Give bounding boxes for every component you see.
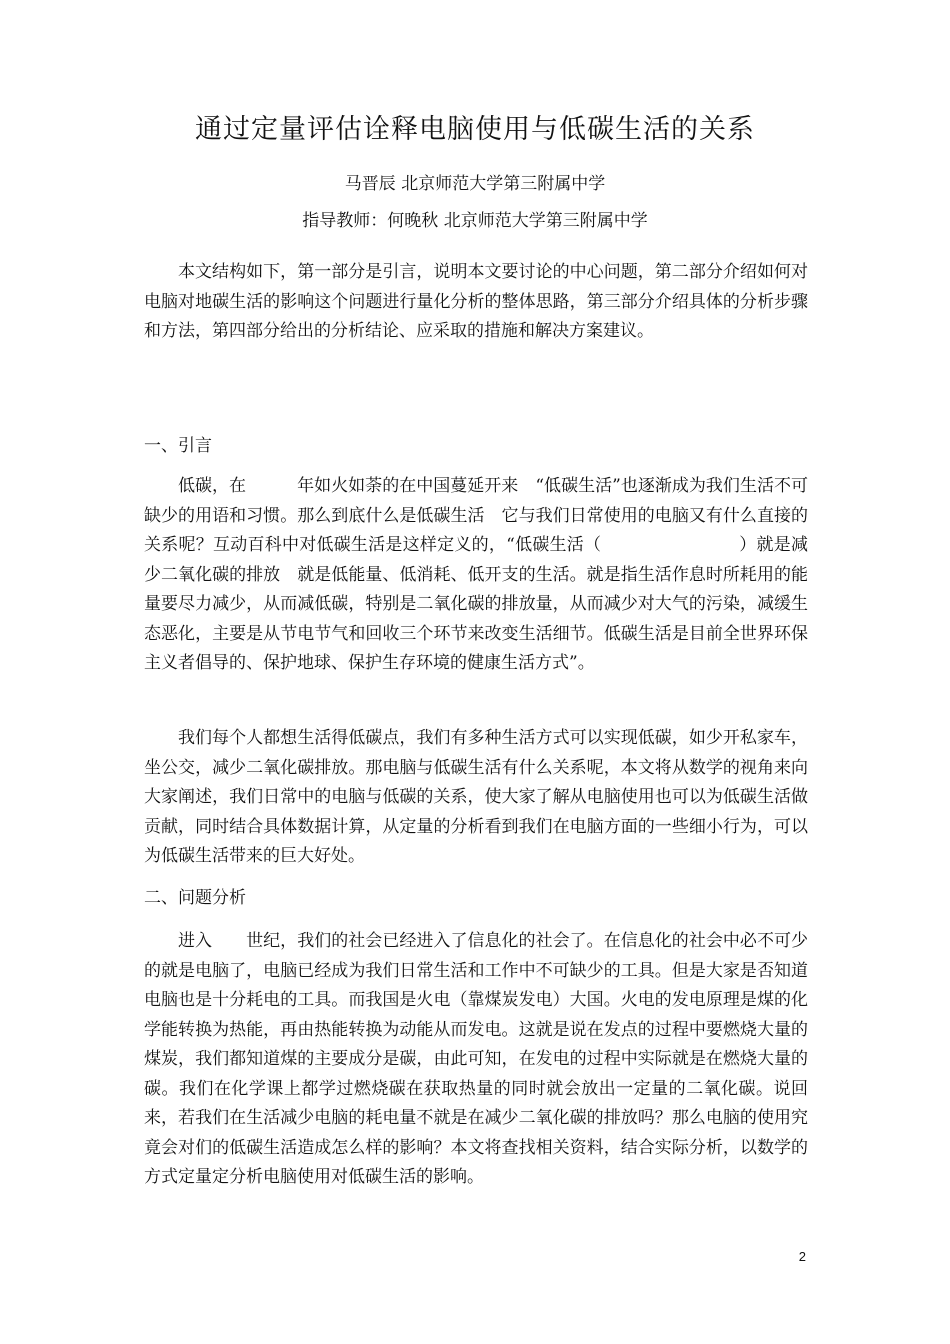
paper-title: 通过定量评估诠释电脑使用与低碳生活的关系 (195, 114, 755, 145)
abstract-paragraph: 本文结构如下，第一部分是引言，说明本文要讨论的中心问题，第二部分介绍如何对电脑对地碳生活的影响这个问题进行量化分析的整体思路，第三部分介绍具体的分析步骤和方法，第四部分给出的分析结论、应采取的措施和解决方案建议。 (144, 262, 808, 341)
problem-analysis-paragraph: 进入 世纪，我们的社会已经进入了信息化的社会了。在信息化的社会中必不可少的就是电脑了，电脑已经成为我们日常生活和工作中不可缺少的工具。但是大家是否知道电脑也是十分耗电的工具。而我国是火电（靠煤炭发电）大国。火电的发电原理是煤的化学能转换为热能，再由热能转换为动能从而发电。这就是说在发点的过程中要燃烧大量的煤炭，我们都知道煤的主要成分是碳，由此可知，在发电的过程中实际就是在燃烧大量的碳。我们在化学课上都学过燃烧碳在获取热量的同时就会放出一定量的二氧化碳。说回来，若我们在生活减少电脑的耗电量不就是在减少二氧化碳的排放吗？那么电脑的使用究竟会对们的低碳生活造成怎么样的影响？本文将查找相关资料，结合实际分析，以数学的方式定量定分析电脑使用对低碳生活的影响。 (144, 931, 808, 1187)
section-heading-introduction: 一、引言 (144, 436, 212, 456)
page-number: 2 (798, 1249, 806, 1264)
introduction-paragraph-2: 我们每个人都想生活得低碳点，我们有多种生活方式可以实现低碳，如少开私家车，坐公交，减少二氧化碳排放。那电脑与低碳生活有什么关系呢，本文将从数学的视角来向大家阐述，我们日常中的电脑与低碳的关系，使大家了解从电脑使用也可以为低碳生活做贡献，同时结合具体数据计算，从定量的分析看到我们在电脑方面的一些细小行为，可以为低碳生活带来的巨大好处。 (144, 728, 808, 866)
advisor-line: 指导教师：何晚秋 北京师范大学第三附属中学 (302, 211, 648, 231)
author-line: 马晋辰 北京师范大学第三附属中学 (344, 174, 606, 194)
introduction-paragraph-1: 低碳，在 年如火如荼的在中国蔓延开来 “低碳生活”也逐渐成为我们生活不可缺少的用语和习惯。那么到底什么是低碳生活 它与我们日常使用的电脑又有什么直接的关系呢？互动百科中对低碳生活是这样定义的，“低碳生活（ ）就是减少二氧化碳的排放 就是低能量、低消耗、低开支的生活。就是指生活作息时所耗用的能量要尽力减少，从而减低碳，特别是二氧化碳的排放量，从而减少对大气的污染，减缓生态恶化，主要是从节电节气和回收三个环节来改变生活细节。低碳生活是目前全世界环保主义者倡导的、保护地球、保护生存环境的健康生活方式”。 (144, 476, 808, 673)
section-heading-problem-analysis: 二、问题分析 (144, 888, 246, 908)
